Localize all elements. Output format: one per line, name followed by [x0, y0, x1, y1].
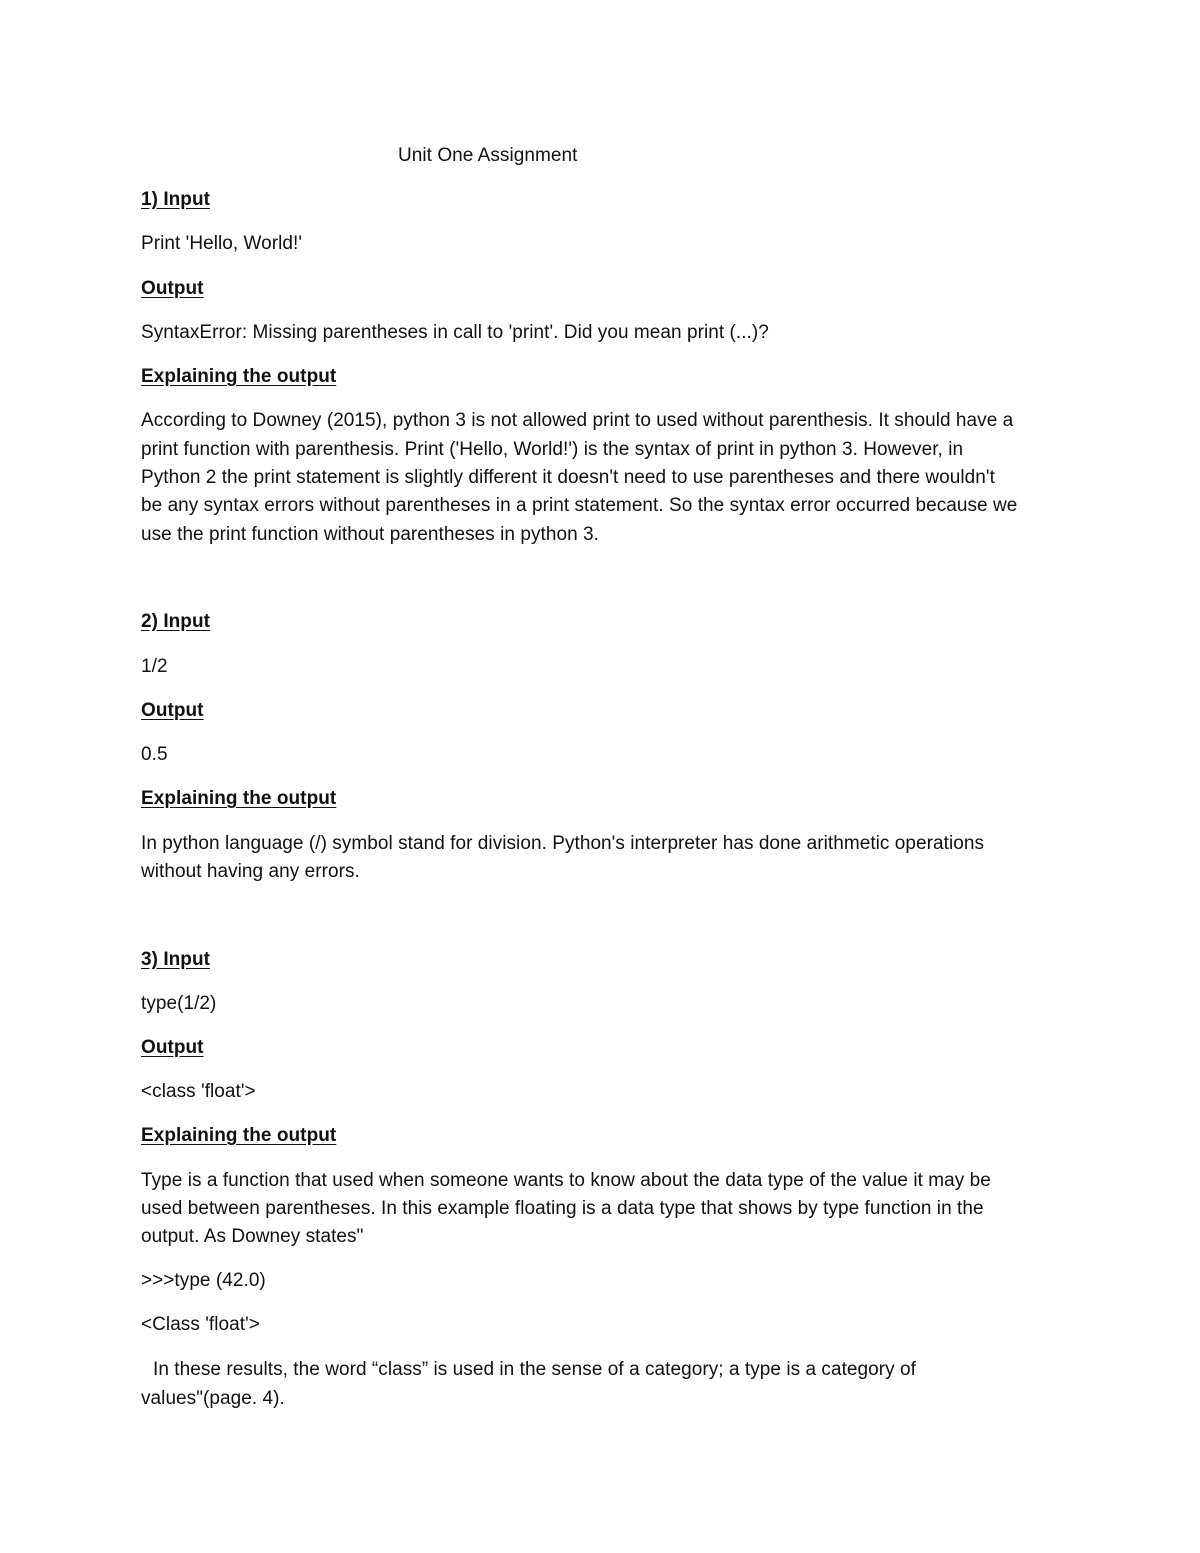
section-3-explanation-line: used between parentheses. In this example floating is a data type that shows by type function in the	[141, 1198, 984, 1219]
section-2-explanation-line: without having any errors.	[141, 861, 360, 882]
section-3-output: <class 'float'>	[141, 1081, 256, 1102]
section-2-output: 0.5	[141, 744, 168, 765]
section-1-explanation-line: Python 2 the print statement is slightly different it doesn't need to use parentheses and there wouldn't	[141, 467, 995, 488]
section-2-explanation-line: In python language (/) symbol stand for division. Python's interpreter has done arithmetic operations	[141, 833, 985, 854]
section-3-explain-heading: Explaining the output	[141, 1125, 337, 1146]
section-1-input-heading: 1) Input	[141, 189, 210, 210]
section-3-quote-code: <Class 'float'>	[141, 1314, 260, 1335]
document-title: Unit One Assignment	[398, 145, 578, 166]
section-2-output-heading: Output	[141, 700, 204, 721]
section-2-input-heading: 2) Input	[141, 611, 210, 632]
section-1-output-heading: Output	[141, 278, 204, 299]
section-1-explanation-line: be any syntax errors without parentheses in a print statement. So the syntax error occurred because we	[141, 495, 1018, 516]
section-3-input-heading: 3) Input	[141, 949, 210, 970]
section-1-explanation-line: According to Downey (2015), python 3 is not allowed print to used without parenthesis. It should have a	[141, 410, 1014, 431]
section-1-explanation-line: use the print function without parentheses in python 3.	[141, 524, 599, 545]
section-2-explain-heading: Explaining the output	[141, 788, 337, 809]
section-1-explain-heading: Explaining the output	[141, 366, 337, 387]
section-3-quote-line: values"(page. 4).	[141, 1388, 285, 1409]
section-3-input: type(1/2)	[141, 993, 217, 1014]
section-3-explanation-line: Type is a function that used when someone wants to know about the data type of the value it may be	[141, 1170, 991, 1191]
section-3-quote-code: >>>type (42.0)	[141, 1270, 266, 1291]
section-1-input: Print 'Hello, World!'	[141, 233, 303, 254]
section-3-output-heading: Output	[141, 1037, 204, 1058]
section-3-explanation-line: output. As Downey states"	[141, 1226, 364, 1247]
section-1-explanation-line: print function with parenthesis. Print ('Hello, World!') is the syntax of print in python 3. However, in	[141, 439, 964, 460]
section-3-quote-line: In these results, the word “class” is used in the sense of a category; a type is a category of	[153, 1359, 916, 1380]
section-1-output: SyntaxError: Missing parentheses in call to 'print'. Did you mean print (...)?	[141, 322, 769, 343]
section-2-input: 1/2	[141, 656, 168, 677]
